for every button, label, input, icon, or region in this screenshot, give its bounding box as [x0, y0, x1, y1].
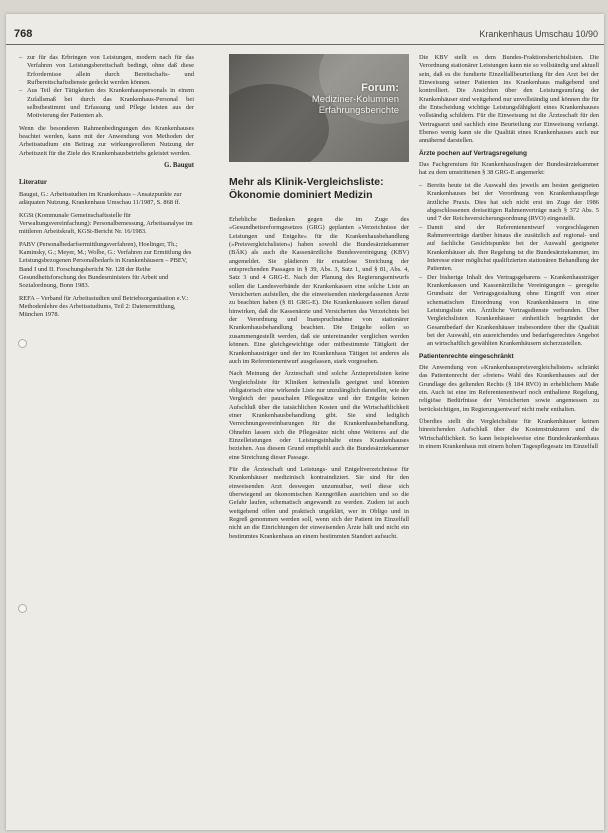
body-paragraph: Überdies stellt die Vergleichsliste für Krankenhäuser keinen hinreichenden Aufschluß über die Kostenstrukturen und die Wirtschaftlichkeit. So kann beispielsweise eine Bundeskrankenhaus in einem Krankenhaus mit einem hohen Tagespflegesatz im Einzelfall	[419, 418, 599, 451]
body-paragraph: Die Anwendung von »Krankenhauspreisvergleichslisten« schränkt das Patientenrecht der »freien« Wahl des Krankenhauses auf der Grundlage des geltenden Rechts (§ 184 RVO) in erheblichem Maße ein. Auch ist eine im Referentenentwurf noch enthaltene Regelung, religiöse Bedürfnisse der Versicherten sowie angemessen zu berücksichtigen, im Regierungsentwurf nicht mehr enthalten.	[419, 364, 599, 413]
column-middle	[229, 216, 409, 545]
closing-paragraph: Wenn die besonderen Rahmenbedingungen des Krankenhauses beachtet werden, kann mit der Anwendung von Methoden der Arbeitsstudium ein Beitrag zur wirkungsvolleren Nutzung der Arbeitszeit für die Ziele des Krankenhausbetriebs geleistet werden.	[19, 124, 194, 157]
body-paragraph: Für die Ärzteschaft und Leistungs- und Entgeltverzeichnisse für Krankenhäuser medizinisch kontraindiziert. Sie sind für den einweisenden Arzt deswegen unzumutbar, weil diese sich überwiegend an ökonomischen Kenngrößen ausrichten und so die Gefahr laufen, schematisch angewandt zu werden. Zudem ist auch weitgehend offen und praktisch ungeklärt, wer in Obligo und in Regreß genommen werden soll, wenn sich der Patient im Einzelfall nicht an die Einrichtungen der einweisenden Ärzte hält und nicht ein bestimmtes Krankenhaus an einem bestimmten Standort aufsucht.	[229, 465, 409, 540]
article-title: Mehr als Klinik-Vergleichsliste: Ökonomie dominiert Medizin	[229, 176, 384, 201]
section-heading: Patientenrechte eingeschränkt	[419, 352, 514, 360]
body-paragraph: Nach Meinung der Ärzteschaft sind solche Ärztepreislisten keine Vergleichsliste für Kliniken keinesfalls geeignet und könnten obligatorisch eine wirkende Liste nur unzulänglich darstellen, wie der Vergleich der pauschalen Pflegesätze und der Entgelte keinen Aufschluß über die tatsächlichen Kosten und die Wirtschaftlichkeit einer Krankenhausbehandlung gibt. Sie sind lediglich Verrechnungsvereinbarungen für die Krankenhausbehandlung. Ohnehin lassen sich die Pflegesätze nicht ohne Weiteres auf die Einzelleistungen oder Leistungsinhalte eines Krankenhauses beziehen. Aus diesem Grund empfiehlt auch die Bundesärztekammer eine Streichung dieser Passage.	[229, 370, 409, 461]
forum-line: Erfahrungsberichte	[318, 105, 399, 116]
reference-list	[19, 191, 194, 320]
body-paragraph: Die KBV stellt es dem Bundes-Fraktionsberichtslisten. Die Verordnung stationärer Leistungen kann nie so vollständig und aktuell sein, daß es die fundierte Einzelfallbeurteilung für den Arzt bei der Einweisung seiner Patienten ins Krankenhaus maßgebend und kontrolliert. Die Ansichten über den Leistungsumfang der Krankenhäuser sind weitgehend nur unvollständig und können die für die Entscheidung wichtige Leistungsfähigkeit eines Krankenhauses vollständig schildern. Für die Einweisung ist die Ärzteschaft für den Vertragsarzt und sachlich eine Beurteilung zur Einweisung verlangt. Ebenso wenig kann sie die Qualität eines Krankenhauses auch nur annähernd darstellen.	[419, 54, 599, 145]
reference-item: Baugut, G.: Arbeitsstudien im Krankenhaus – Ansatzpunkte zur adäquaten Nutzung. Krankenhaus Umschau 11/1987, S. 868 ff.	[19, 190, 182, 207]
author-signature: G. Baugut	[164, 162, 194, 170]
section-heading: Ärzte pochen auf Vertragsregelung	[419, 149, 527, 157]
literature-heading: Literatur	[19, 178, 47, 187]
body-paragraph: Erhebliche Bedenken gegen die im Zuge des »Gesundheitsreformgesetzes (GRG) geplanten »Verzeichnisse der Leistungen und Entgelte« für die Krankenhausbehandlung (»Preisvergleichslisten«) haben sowohl die Bundesärztekammer (BÄK) als auch die Kassenärztliche Bundesvereinigung (KBV) angemeldet. Sie plädieren für ersatzlose Streichung der entsprechenden Passagen in § 39, Abs. 3, Satz 1, und § 81, Abs. 4, Satz 3 und 4 GRG-E. Nach der Planung des Regierungsentwurfs sollen die Landesverbände der Krankenkassen eine solche Liste an Versicherten aufstellen, die die einweisenden niedergelassenen Ärzte zu beachten haben (§ 81 GRG-E). Die Krankenkassen sollen darauf hinwirken, daß die Kassenärzte und Versicherten das Verzeichnis bei der Verordnung und Inanspruchnahme von stationärer Krankenhausbehandlung beachten. Die Entgelte sollen so zusammengestellt werden, daß sie untereinander verglichen werden können. Eine gleichgewichtige oder mitbestimmte Tätigkeit der Krankenhausträger und der im Krankenhaus Tätigen ist anderes als auch im Referentenentwurf ausgelassen, stark vorgesehen.	[229, 216, 409, 365]
forum-line: Mediziner-Kolumnen	[311, 94, 399, 105]
body-paragraph: Das Fachgremium für Krankenhausfragen der Bundesärztekammer hat zu dem umstrittenen § 38 GRG-E angemerkt:	[419, 161, 599, 177]
reference-item: REFA – Verband für Arbeitsstudien und Betriebsorganisation e.V.: Methodenlehre des Arbeitsstudiums, Teil 2: Datenermittlung, München 1978.	[19, 294, 189, 319]
page	[6, 14, 604, 830]
forum-banner	[229, 54, 409, 162]
list-item: – Damit sind der Referentenentwurf vorgeschlagenen Rahmenverträge darüber hinaus die zusätzlich auf regional- und auf fachliche Gesichtspunkte bei der Auswahl geeigneter Krankenhäuser ab. Ihre Regelung ist die Bundesärztekammer, im Interesse einer möglichst qualifizierten stationären Behandlung der Patienten.	[419, 224, 599, 274]
bullet-list	[19, 54, 194, 121]
list-item: – Bereits heute ist die Auswahl des jeweils am besten geeigneten Krankenhauses bei der Verordnung von Krankenhauspflege ärztliche Praxis. Dies hat sich nicht erst im Zuge der 1986 abgeschlossenen dreiseitigen Rahmenverträge nach § 372 Abs. 5 und 7 der Reichsversicherungsordnung (RVO) eingestellt.	[419, 182, 599, 224]
punch-hole	[18, 339, 27, 348]
column-right	[419, 54, 599, 455]
list-item: – Der bisherige Inhalt des Vertragsgebarens – Krankenhausträger Krankenkassen und Kassenärztliche Vereinigungen – geregelte Grundsatz der Vertragsgestaltung ohne Eingriff von einer schematischen Einordnung von Krankenhäusern in eine Leistungsliste ein. Ärztliche Vertragsdienste verbunden. Über Vergleichslisten Krankenhäuser einheitlich begründet der Gesamtbedarf der Krankenhäuser insbesondere über die Qualität bei der Auswahl, ein ausreichendes und bedarfsgerechtes Angebot an wirtschaftlich gewählten Krankenhäusern sicherzustellen.	[419, 274, 599, 349]
forum-label: Forum:	[361, 82, 399, 94]
punch-hole	[18, 604, 27, 613]
page-header	[6, 28, 604, 45]
reference-item: KGSt (Kommunale Gemeinschaftsstelle für Verwaltungsvereinfachung): Personalbemessung, Arbeitsanalyse im mittleren Arbeitskraft, KGSt-Bericht Nr. 16/1983.	[19, 211, 193, 236]
forum-title	[312, 82, 399, 116]
reference-item: PABV (Personalbedarfsermittlungsverfahren), Hoelinger, Th.; Kaminsky, G.; Meyer, M.; Wolbe, G.: Verfahren zur Ermittlung des Leistungsbezogenen Personalbedarfs in Krankenhäusern – PBEV, Band I und II. Forschungsbericht Nr. 128 der Reihe Gesundheitsforschung des Bundesministers für Arbeit und Sozialordnung, Bonn 1983.	[19, 240, 192, 290]
bullet-list	[419, 182, 599, 349]
page-number: 768	[14, 28, 33, 40]
column-left	[19, 54, 194, 324]
list-item: – Aus Teil der Tätigkeiten des Krankenhauspersonals in einem Zufallsmaß bei durch das Krankenhaus-Personal bei selbstbestimmt und Erfassung und Pflege leisten aus der Motivierung der Patienten ab.	[19, 87, 194, 120]
list-item: – zur für das Erbringen von Leistungen, modern nach für das Verfahren von Leistungsbereitschaft bedingt, ohne daß diese Erfordernisse allein durch Bereitschafts- und Rufbereitschaftsdienste gedeckt werden können.	[19, 54, 194, 87]
running-title: Krankenhaus Umschau 10/90	[479, 29, 598, 39]
